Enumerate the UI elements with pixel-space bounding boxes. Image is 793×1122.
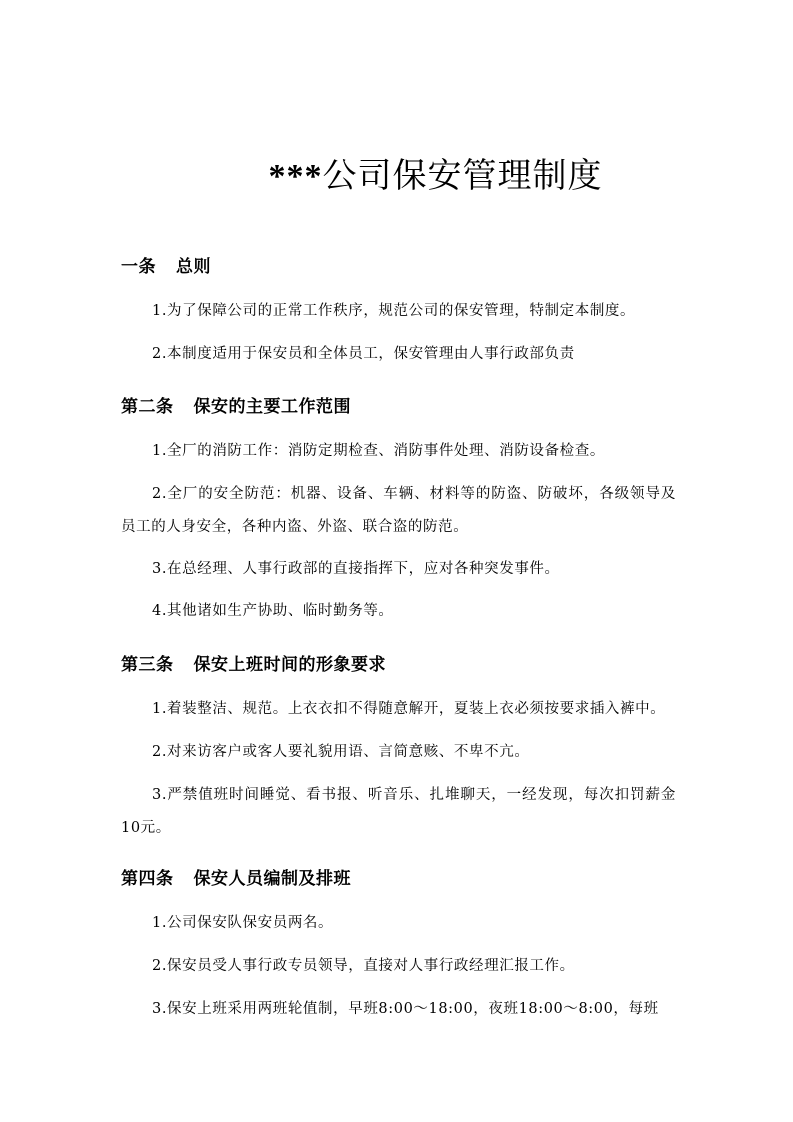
paragraph: 2.保安员受人事行政专员领导，直接对人事行政经理汇报工作。 (152, 958, 575, 974)
paragraph: 3.在总经理、人事行政部的直接指挥下，应对各种突发事件。 (152, 561, 560, 577)
paragraph: 4.其他诸如生产协助、临时勤务等。 (152, 603, 394, 619)
section-title: 保安的主要工作范围 (193, 397, 351, 417)
paragraph: 3.保安上班采用两班轮值制，早班8:00～18:00，夜班18:00～8:00，每班 (152, 1001, 659, 1017)
section-number: 第三条 (121, 655, 174, 675)
section-heading-3 (121, 650, 386, 675)
section-number: 第四条 (121, 869, 174, 889)
paragraph: 1.为了保障公司的正常工作秩序，规范公司的保安管理，特制定本制度。 (152, 303, 636, 319)
section-heading-4 (121, 864, 351, 889)
page-title (0, 148, 793, 197)
paragraph: 2.本制度适用于保安员和全体员工，保安管理由人事行政部负责 (152, 346, 575, 362)
section-heading-2 (121, 392, 351, 417)
section-title: 保安上班时间的形象要求 (193, 655, 386, 675)
section-title: 总则 (176, 257, 211, 277)
paragraph: 3.严禁值班时间睡觉、看书报、听音乐、扎堆聊天，一经发现，每次扣罚薪金10元。 (121, 787, 676, 836)
title-text: 公司保安管理制度 (322, 156, 603, 196)
paragraph: 2.对来访客户或客人要礼貌用语、言简意赅、不卑不亢。 (152, 744, 530, 760)
title-stars: *** (268, 158, 323, 195)
section-number: 第二条 (121, 397, 174, 417)
paragraph: 1.公司保安队保安员两名。 (152, 915, 334, 931)
section-number: 一条 (121, 257, 156, 277)
paragraph: 1.全厂的消防工作：消防定期检查、消防事件处理、消防设备检查。 (152, 443, 605, 459)
paragraph: 2.全厂的安全防范：机器、设备、车辆、材料等的防盗、防破坏，各级领导及员工的人身安全，各种内盗、外盗、联合盗的防范。 (121, 486, 676, 535)
paragraph: 1.着装整洁、规范。上衣衣扣不得随意解开，夏装上衣必须按要求插入裤中。 (152, 701, 666, 717)
section-title: 保安人员编制及排班 (193, 869, 351, 889)
section-heading-1 (121, 252, 211, 277)
